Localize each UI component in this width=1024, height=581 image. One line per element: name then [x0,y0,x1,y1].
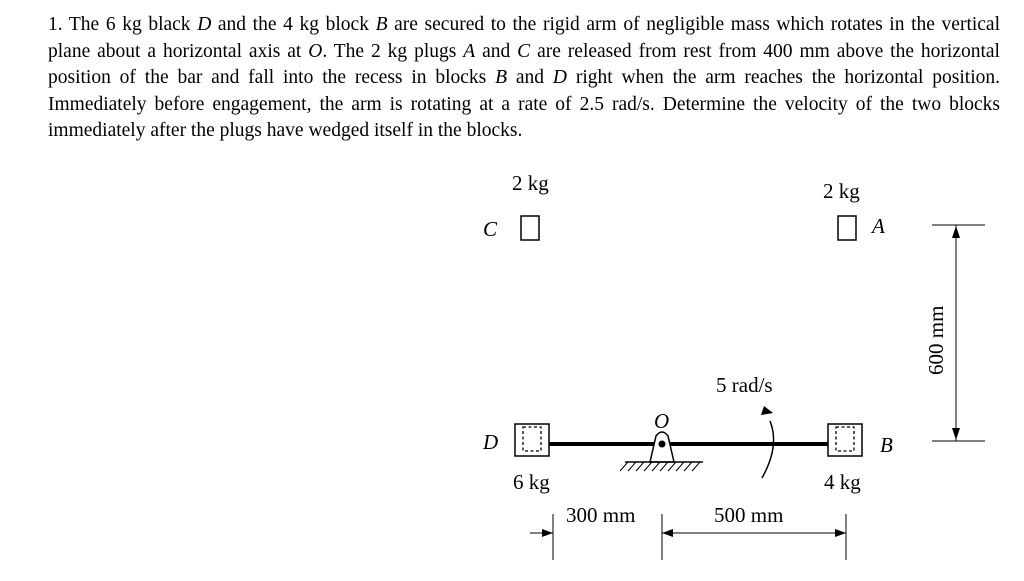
problem-number: 1. [48,14,63,35]
dim-300-label: 300 mm [566,503,636,527]
plug-c-label: C [483,217,498,241]
problem-symbol: B [375,14,388,35]
block-b-mass-label: 4 kg [824,470,861,494]
problem-symbol: D [552,67,567,88]
problem-text-segment: and [475,40,518,62]
problem-text-segment: and the 4 kg block [211,14,376,35]
problem-text-segment: The 6 kg black [62,14,198,35]
problem-text-segment: . The 2 kg plugs [322,40,464,62]
dim-left-arrowhead [542,529,553,537]
pivot-support [620,432,703,471]
plug-c [521,216,539,240]
problem-text-segment: right when the arm reaches the horizontal position. Immediately before engagement, the arm is rotating at a rate of 2.5 rad/s. Determine the velocity of the two blocks immediately after the plugs have wedged itself in the blocks. [48,67,1000,141]
dim-600-label: 600 mm [924,305,948,375]
block-b-label: B [880,433,893,457]
pivot-label: O [654,409,670,433]
dim-500-label: 500 mm [714,503,784,527]
dim-right-arrowhead [835,529,846,537]
dim-mid-arrowhead [662,529,673,537]
angular-velocity-arrowhead [761,406,773,415]
problem-symbol: C [517,40,531,62]
problem-symbol: O [308,40,323,62]
problem-symbol: B [495,67,508,88]
block-d-mass-label: 6 kg [513,470,550,494]
block-d-label: D [483,430,499,454]
plug-a [838,216,856,240]
problem-symbol: D [197,14,212,35]
problem-text-segment: and [507,67,553,88]
angular-velocity-arrow [762,421,774,478]
dim-vertical-top-arrowhead [952,226,960,238]
problem-text-segment: are released from rest from 400 mm above the horizontal position of the bar and fall into the recess in blocks [48,40,1000,88]
plug-c-mass-label: 2 kg [512,171,549,195]
problem-text-segment: are secured to the rigid arm of negligible mass which rotates in the vertical plane about a horizontal axis at [48,14,1001,62]
plug-a-label: A [872,214,885,238]
dim-vertical-bottom-arrowhead [952,428,960,440]
angular-velocity-label: 5 rad/s [716,373,773,397]
plug-a-mass-label: 2 kg [823,179,860,203]
problem-symbol: A [463,40,476,62]
